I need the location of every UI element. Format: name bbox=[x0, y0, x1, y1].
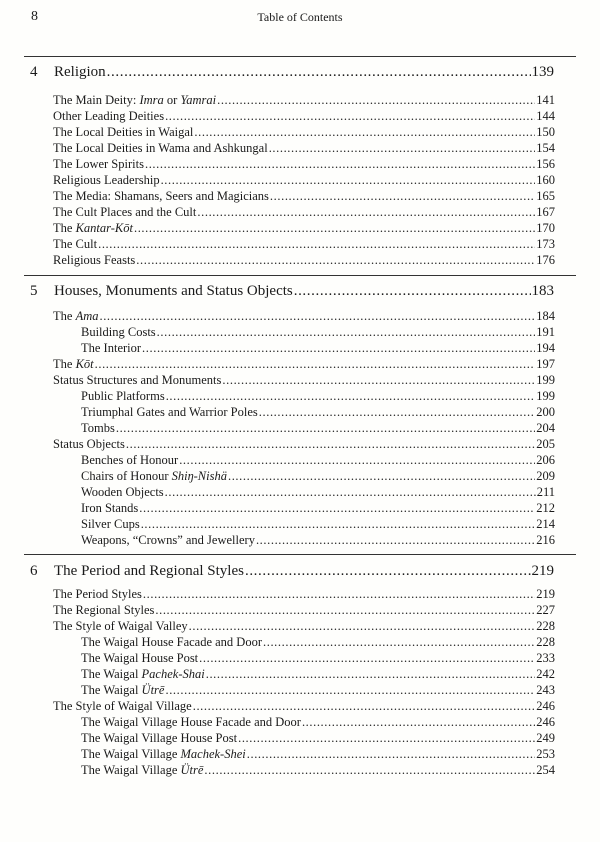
entry-page-number: 209 bbox=[536, 469, 555, 483]
entry-title: The Cult Places and the Cult bbox=[53, 205, 197, 219]
chapter-title bbox=[30, 284, 293, 299]
entry-title: The Style of Waigal Valley bbox=[53, 619, 188, 633]
entry-title: The Media: Shamans, Seers and Magicians bbox=[53, 189, 269, 203]
dot-leader bbox=[116, 422, 535, 435]
chapter-page-number: 219 bbox=[531, 563, 554, 579]
toc-entry bbox=[53, 310, 555, 323]
toc-entry bbox=[53, 142, 555, 155]
entry-title: The Waigal Village Ütrē bbox=[81, 763, 204, 777]
dot-leader bbox=[189, 620, 536, 633]
toc-subentry bbox=[81, 422, 555, 435]
entry-page-number: 141 bbox=[536, 93, 555, 107]
entry-title: The Kantar-Kōt bbox=[53, 221, 133, 235]
dot-leader bbox=[217, 94, 535, 107]
toc-subentry bbox=[81, 342, 555, 355]
toc-subentry bbox=[81, 518, 555, 531]
toc-entry bbox=[53, 222, 555, 235]
dot-leader bbox=[245, 564, 531, 579]
entry-page-number: 243 bbox=[536, 683, 555, 697]
dot-leader bbox=[145, 158, 535, 171]
entry-page-number: 228 bbox=[536, 619, 555, 633]
entry-title: The Local Deities in Wama and Ashkungal bbox=[53, 141, 268, 155]
entry-page-number: 176 bbox=[536, 253, 555, 267]
entry-page-number: 184 bbox=[536, 309, 555, 323]
toc-entry bbox=[53, 700, 555, 713]
toc-subentry bbox=[81, 748, 555, 761]
toc-entry bbox=[53, 110, 555, 123]
entry-title: The Waigal House Facade and Door bbox=[81, 635, 262, 649]
toc-entry bbox=[53, 604, 555, 617]
chapter-number: 5 bbox=[30, 283, 38, 299]
dot-leader bbox=[179, 454, 535, 467]
entry-title: Benches of Honour bbox=[81, 453, 179, 467]
dot-leader bbox=[193, 700, 536, 713]
entry-title: Silver Cups bbox=[81, 517, 140, 531]
dot-leader bbox=[199, 652, 535, 665]
page-number: 8 bbox=[31, 9, 38, 24]
chapter-title-text: Houses, Monuments and Status Objects bbox=[54, 283, 293, 299]
entry-page-number: 204 bbox=[536, 421, 555, 435]
dot-leader bbox=[161, 174, 536, 187]
entry-title: Status Structures and Monuments bbox=[53, 373, 222, 387]
entry-page-number: 154 bbox=[536, 141, 555, 155]
toc-entry bbox=[53, 190, 555, 203]
dot-leader bbox=[95, 358, 536, 371]
entry-title: The Waigal Ütrē bbox=[81, 683, 165, 697]
entry-page-number: 150 bbox=[536, 125, 555, 139]
entry-page-number: 216 bbox=[536, 533, 555, 547]
toc-subentry bbox=[81, 534, 555, 547]
toc-entry bbox=[53, 438, 555, 451]
dot-leader bbox=[99, 310, 535, 323]
dot-leader bbox=[263, 636, 535, 649]
dot-leader bbox=[143, 588, 535, 601]
entry-page-number: 173 bbox=[536, 237, 555, 251]
entry-title: Wooden Objects bbox=[81, 485, 164, 499]
entry-title: Religious Leadership bbox=[53, 173, 160, 187]
section-divider bbox=[24, 275, 576, 276]
entry-title: The Style of Waigal Village bbox=[53, 699, 192, 713]
dot-leader bbox=[166, 390, 536, 403]
entry-title: The Interior bbox=[81, 341, 142, 355]
entry-title: The Kōt bbox=[53, 357, 94, 371]
entry-title: The Waigal House Post bbox=[81, 651, 199, 665]
chapter-row bbox=[30, 65, 554, 80]
entry-title: The Waigal Village House Facade and Door bbox=[81, 715, 301, 729]
entry-page-number: 199 bbox=[536, 373, 555, 387]
entry-page-number: 254 bbox=[536, 763, 555, 777]
toc-subentry bbox=[81, 716, 555, 729]
dot-leader bbox=[194, 126, 535, 139]
entry-page-number: 160 bbox=[536, 173, 555, 187]
entry-title: The Waigal Village House Post bbox=[81, 731, 238, 745]
chapter-page-number: 139 bbox=[531, 64, 554, 80]
entry-title: The Cult bbox=[53, 237, 98, 251]
chapter-title bbox=[30, 65, 106, 80]
dot-leader bbox=[206, 668, 536, 681]
entry-title: Public Platforms bbox=[81, 389, 165, 403]
entry-page-number: 199 bbox=[536, 389, 555, 403]
toc-entry bbox=[53, 126, 555, 139]
entry-page-number: 167 bbox=[536, 205, 555, 219]
dot-leader bbox=[142, 342, 535, 355]
chapter-title-text: Religion bbox=[54, 64, 106, 80]
entry-page-number: 214 bbox=[536, 517, 555, 531]
chapter-row bbox=[30, 284, 554, 299]
dot-leader bbox=[98, 238, 535, 251]
toc-subentry bbox=[81, 326, 555, 339]
entry-page-number: 219 bbox=[536, 587, 555, 601]
toc-entry bbox=[53, 374, 555, 387]
entry-page-number: 227 bbox=[536, 603, 555, 617]
entry-page-number: 144 bbox=[536, 109, 555, 123]
dot-leader bbox=[165, 486, 536, 499]
entry-title: Status Objects bbox=[53, 437, 125, 451]
dot-leader bbox=[107, 65, 531, 80]
entry-page-number: 165 bbox=[536, 189, 555, 203]
dot-leader bbox=[141, 518, 536, 531]
dot-leader bbox=[165, 110, 535, 123]
dot-leader bbox=[165, 684, 535, 697]
toc-subentry bbox=[81, 454, 555, 467]
entry-title: The Waigal Pachek-Shai bbox=[81, 667, 205, 681]
entry-page-number: 246 bbox=[536, 715, 555, 729]
toc-entry bbox=[53, 358, 555, 371]
toc-subentry bbox=[81, 668, 555, 681]
toc-subentry bbox=[81, 486, 555, 499]
toc-entry bbox=[53, 588, 555, 601]
dot-leader bbox=[269, 142, 536, 155]
chapter-title bbox=[30, 564, 244, 579]
section-divider bbox=[24, 56, 576, 57]
toc-subentry bbox=[81, 764, 555, 777]
running-head: Table of Contents bbox=[257, 10, 343, 24]
entry-page-number: 211 bbox=[536, 485, 555, 499]
toc-subentry bbox=[81, 390, 555, 403]
entry-title: The Local Deities in Waigal bbox=[53, 125, 194, 139]
entry-page-number: 194 bbox=[536, 341, 555, 355]
entry-page-number: 249 bbox=[536, 731, 555, 745]
entry-title: Chairs of Honour Shiŋ-Nishä bbox=[81, 469, 227, 483]
dot-leader bbox=[270, 190, 535, 203]
entry-title: The Waigal Village Machek-Shei bbox=[81, 747, 246, 761]
dot-leader bbox=[294, 284, 531, 299]
entry-title: The Regional Styles bbox=[53, 603, 155, 617]
toc-entry bbox=[53, 174, 555, 187]
dot-leader bbox=[222, 374, 535, 387]
toc-subentry bbox=[81, 406, 555, 419]
toc-subentry bbox=[81, 652, 555, 665]
entry-title: Iron Stands bbox=[81, 501, 139, 515]
entry-title: Religious Feasts bbox=[53, 253, 136, 267]
chapter-title-text: The Period and Regional Styles bbox=[54, 563, 244, 579]
entry-page-number: 206 bbox=[536, 453, 555, 467]
toc-subentry bbox=[81, 636, 555, 649]
dot-leader bbox=[134, 222, 535, 235]
dot-leader bbox=[302, 716, 535, 729]
entry-page-number: 191 bbox=[536, 325, 555, 339]
entry-page-number: 156 bbox=[536, 157, 555, 171]
entry-title: The Ama bbox=[53, 309, 99, 323]
entry-page-number: 228 bbox=[536, 635, 555, 649]
dot-leader bbox=[139, 502, 535, 515]
dot-leader bbox=[256, 534, 535, 547]
toc-entry bbox=[53, 158, 555, 171]
entry-page-number: 197 bbox=[536, 357, 555, 371]
dot-leader bbox=[238, 732, 535, 745]
entry-title: Tombs bbox=[81, 421, 115, 435]
toc-subentry bbox=[81, 502, 555, 515]
entry-title: Weapons, “Crowns” and Jewellery bbox=[81, 533, 255, 547]
entry-page-number: 212 bbox=[536, 501, 555, 515]
entry-page-number: 242 bbox=[536, 667, 555, 681]
section-divider bbox=[24, 554, 576, 555]
entry-title: The Main Deity: Imra or Yamrai bbox=[53, 93, 217, 107]
dot-leader bbox=[228, 470, 535, 483]
dot-leader bbox=[136, 254, 535, 267]
dot-leader bbox=[204, 764, 535, 777]
dot-leader bbox=[157, 326, 536, 339]
chapter-row bbox=[30, 564, 554, 579]
entry-page-number: 200 bbox=[536, 405, 555, 419]
entry-page-number: 170 bbox=[536, 221, 555, 235]
dot-leader bbox=[155, 604, 535, 617]
toc-entry bbox=[53, 94, 555, 107]
toc-subentry bbox=[81, 684, 555, 697]
entry-title: The Period Styles bbox=[53, 587, 142, 601]
dot-leader bbox=[126, 438, 535, 451]
entry-page-number: 233 bbox=[536, 651, 555, 665]
chapter-page-number: 183 bbox=[531, 283, 554, 299]
toc-entry bbox=[53, 254, 555, 267]
toc-subentry bbox=[81, 732, 555, 745]
entry-page-number: 205 bbox=[536, 437, 555, 451]
entry-page-number: 253 bbox=[536, 747, 555, 761]
toc-subentry bbox=[81, 470, 555, 483]
dot-leader bbox=[259, 406, 535, 419]
toc-entry bbox=[53, 206, 555, 219]
toc-entry bbox=[53, 620, 555, 633]
chapter-number: 4 bbox=[30, 64, 38, 80]
entry-title: Triumphal Gates and Warrior Poles bbox=[81, 405, 258, 419]
toc-entry bbox=[53, 238, 555, 251]
entry-title: Building Costs bbox=[81, 325, 156, 339]
dot-leader bbox=[197, 206, 535, 219]
dot-leader bbox=[247, 748, 536, 761]
chapter-number: 6 bbox=[30, 563, 38, 579]
entry-page-number: 246 bbox=[536, 699, 555, 713]
entry-title: Other Leading Deities bbox=[53, 109, 165, 123]
entry-title: The Lower Spirits bbox=[53, 157, 144, 171]
